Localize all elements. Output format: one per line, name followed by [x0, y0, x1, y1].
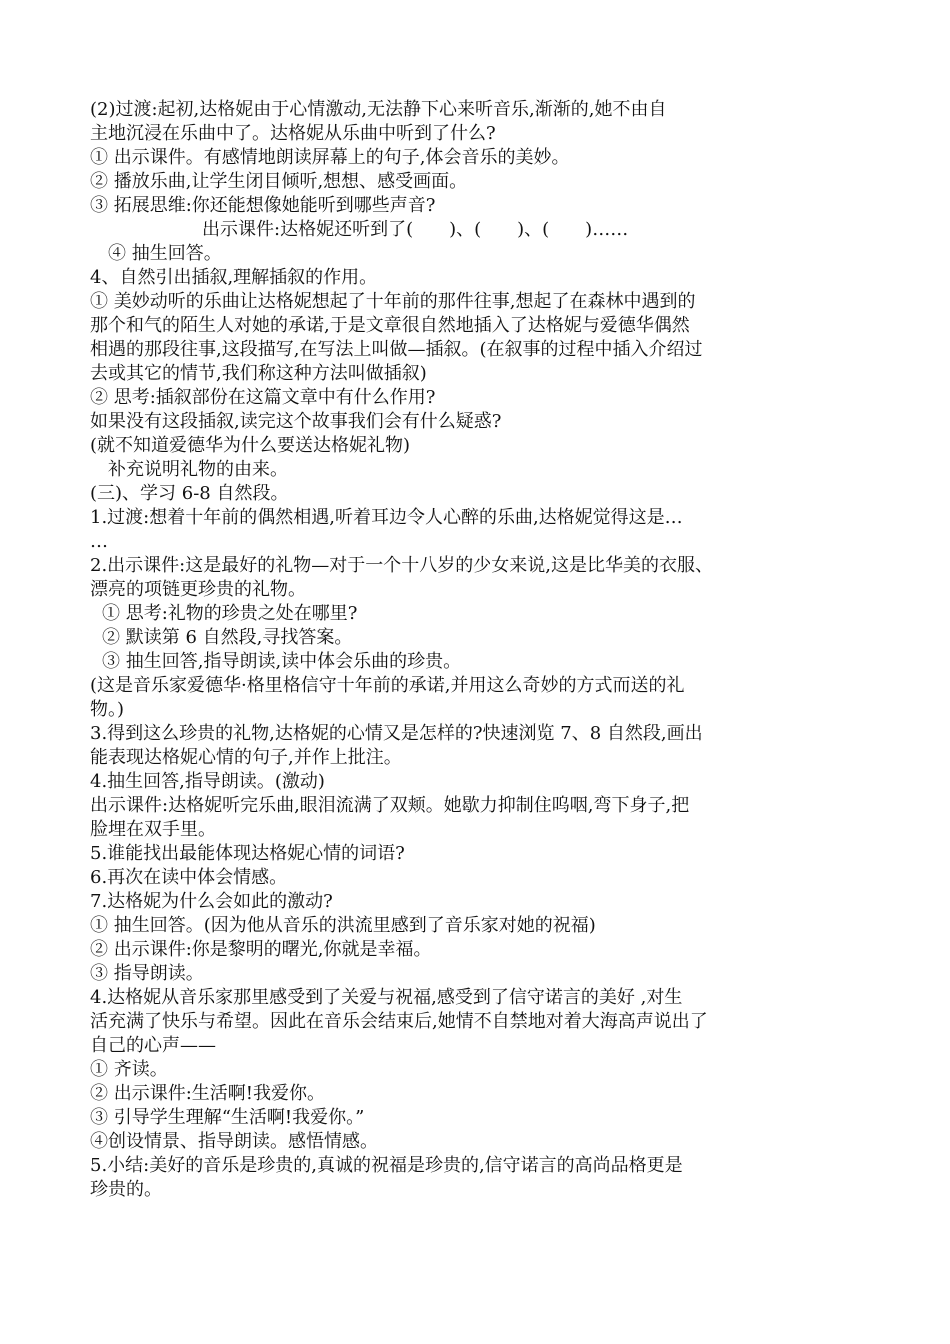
text-line: 去或其它的情节,我们称这种方法叫做插叙)	[90, 363, 427, 384]
text-line: 出示课件:达格妮听完乐曲,眼泪流满了双颊。她歇力抑制住呜咽,弯下身子,把	[90, 795, 690, 816]
text-line: ③ 拓展思维:你还能想像她能听到哪些声音?	[90, 195, 436, 216]
text-line: 漂亮的项链更珍贵的礼物。	[90, 579, 306, 600]
text-line: ① 思考:礼物的珍贵之处在哪里?	[102, 603, 358, 624]
text-line: 相遇的那段往事,这段描写,在写法上叫做—插叙。(在叙事的过程中插入介绍过	[90, 339, 703, 360]
text-line: (就不知道爱德华为什么要送达格妮礼物)	[90, 435, 411, 456]
text-line: ① 出示课件。有感情地朗读屏幕上的句子,体会音乐的美妙。	[90, 147, 570, 168]
text-line: 4.抽生回答,指导朗读。(激动)	[90, 771, 325, 792]
text-line: ② 出示课件:你是黎明的曙光,你就是幸福。	[90, 939, 432, 960]
text-line: ① 抽生回答。(因为他从音乐的洪流里感到了音乐家对她的祝福)	[90, 915, 596, 936]
text-line: 能表现达格妮心情的句子,并作上批注。	[90, 747, 402, 768]
text-line: 脸埋在双手里。	[90, 819, 216, 840]
text-line: ① 齐读。	[90, 1059, 168, 1080]
text-line: 4.达格妮从音乐家那里感受到了关爱与祝福,感受到了信守诺言的美好 ,对生	[90, 987, 683, 1008]
text-line: 活充满了快乐与希望。因此在音乐会结束后,她情不自禁地对着大海高声说出了	[90, 1011, 708, 1032]
text-line: 7.达格妮为什么会如此的激动?	[90, 891, 333, 912]
text-line: ④创设情景、指导朗读。感悟情感。	[90, 1131, 378, 1152]
text-line: ② 出示课件:生活啊!我爱你。	[90, 1083, 326, 1104]
text-line: ② 播放乐曲,让学生闭目倾听,想想、感受画面。	[90, 171, 468, 192]
text-line: 如果没有这段插叙,读完这个故事我们会有什么疑惑?	[90, 411, 502, 432]
text-line: 5.小结:美好的音乐是珍贵的,真诚的祝福是珍贵的,信守诺言的高尚品格更是	[90, 1155, 683, 1176]
text-line: 1.过渡:想着十年前的偶然相遇,听着耳边令人心醉的乐曲,达格妮觉得这是…	[90, 507, 683, 528]
text-line: 补充说明礼物的由来。	[108, 459, 288, 480]
text-line: (三)、学习 6-8 自然段。	[90, 483, 289, 504]
text-line: 5.谁能找出最能体现达格妮心情的词语?	[90, 843, 405, 864]
text-line: ③ 引导学生理解“生活啊!我爱你。”	[90, 1107, 365, 1128]
text-line: 珍贵的。	[90, 1179, 162, 1200]
text-line: 2.出示课件:这是最好的礼物—对于一个十八岁的少女来说,这是比华美的衣服、	[90, 555, 713, 576]
text-line: 物。)	[90, 699, 125, 720]
text-line: ② 思考:插叙部份在这篇文章中有什么作用?	[90, 387, 436, 408]
text-line: ④ 抽生回答。	[108, 243, 222, 264]
text-line: ③ 抽生回答,指导朗读,读中体会乐曲的珍贵。	[102, 651, 462, 672]
text-line: (这是音乐家爱德华·格里格信守十年前的承诺,并用这么奇妙的方式而送的礼	[90, 675, 685, 696]
text-line: ① 美妙动听的乐曲让达格妮想起了十年前的那件往事,想起了在森林中遇到的	[90, 291, 696, 312]
text-line: 4、自然引出插叙,理解插叙的作用。	[90, 267, 378, 288]
text-line: 出示课件:达格妮还听到了( )、( )、( )……	[202, 219, 629, 240]
text-line: 自己的心声——	[90, 1035, 216, 1056]
text-line: ② 默读第 6 自然段,寻找答案。	[102, 627, 353, 648]
text-line: (2)过渡:起初,达格妮由于心情激动,无法静下心来听音乐,渐渐的,她不由自	[90, 99, 667, 120]
text-line: 那个和气的陌生人对她的承诺,于是文章很自然地插入了达格妮与爱德华偶然	[90, 315, 690, 336]
text-line: …	[90, 531, 108, 552]
text-line: 3.得到这么珍贵的礼物,达格妮的心情又是怎样的?快速浏览 7、8 自然段,画出	[90, 723, 703, 744]
text-line: ③ 指导朗读。	[90, 963, 204, 984]
document-page	[90, 98, 880, 1202]
text-line: 6.再次在读中体会情感。	[90, 867, 288, 888]
text-line: 主地沉浸在乐曲中了。达格妮从乐曲中听到了什么?	[90, 123, 496, 144]
